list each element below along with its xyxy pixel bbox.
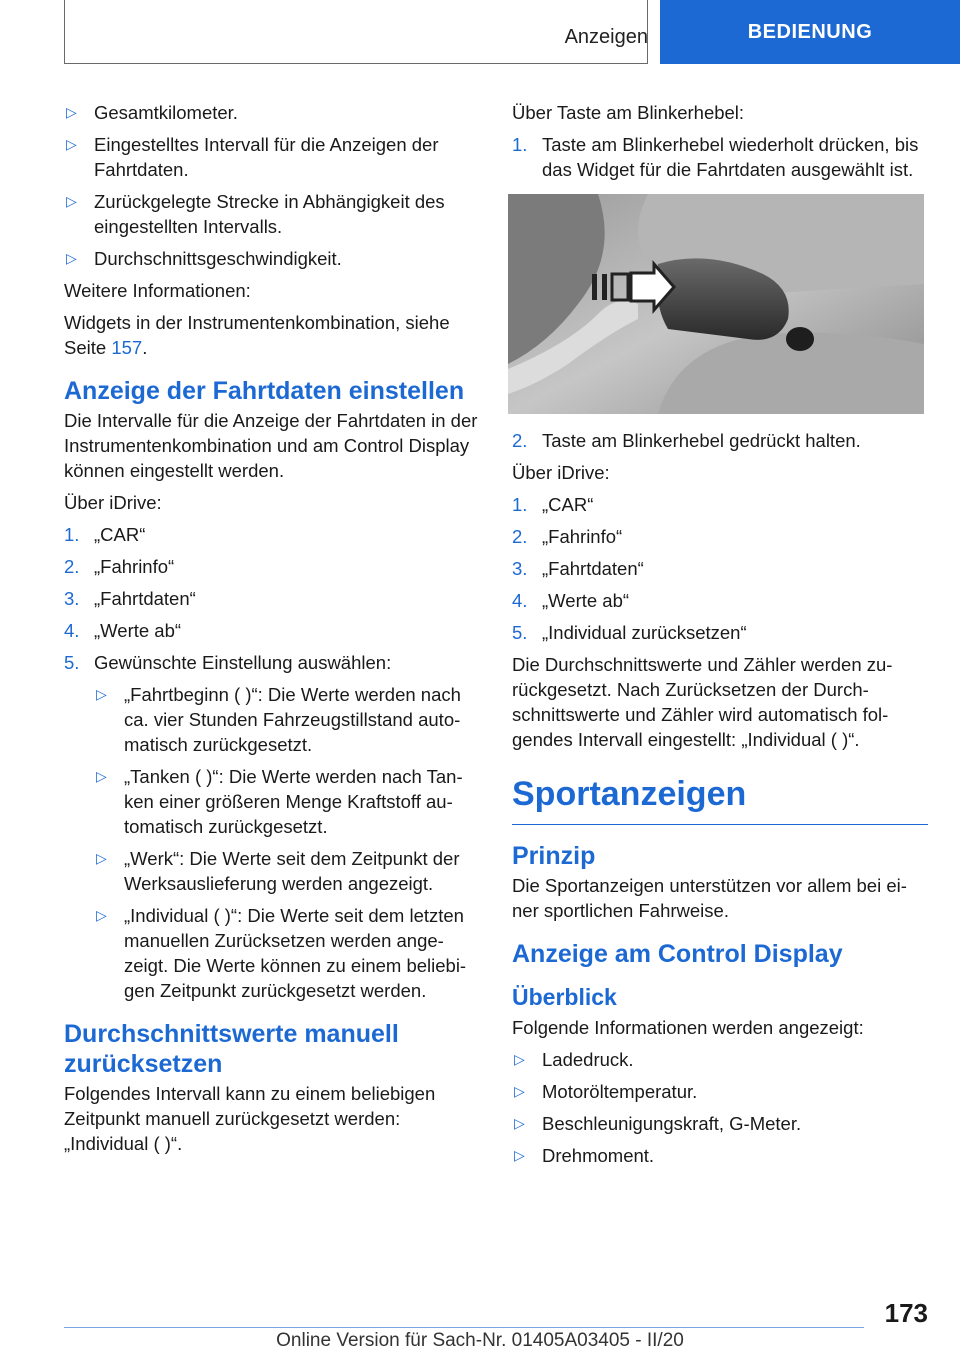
prinzip-paragraph: Die Sportanzeigen unterstützen vor allem bei ei-ner sportlichen Fahrweise. — [512, 875, 907, 921]
heading-control-display: Anzeige am Control Display — [512, 940, 843, 968]
lever-label: Über Taste am Blinkerhebel: — [512, 102, 745, 123]
step-item: 4. „Werte ab“ — [64, 620, 182, 641]
heading-reset: Durchschnittswerte manuell zurücksetzen — [64, 1020, 399, 1078]
triangle-bullet-icon: ▷ — [514, 1147, 525, 1163]
triangle-bullet-icon: ▷ — [66, 250, 77, 266]
step-item: 3. „Fahrtdaten“ — [64, 588, 196, 609]
list-item: ▷ Eingestelltes Intervall für die Anzeigen der Fahrtdaten. — [66, 134, 439, 180]
overview-paragraph: Folgende Informationen werden angezeigt: — [512, 1017, 864, 1038]
triangle-bullet-icon: ▷ — [514, 1083, 525, 1099]
heading-prinzip: Prinzip — [512, 842, 596, 870]
settings-paragraph: Die Intervalle für die Anzeige der Fahrtdaten in der Instrumentenkombination und am Control Display können eingestellt werden. — [64, 410, 478, 481]
page-number: 173 — [884, 1298, 928, 1328]
more-info-label: Weitere Informationen: — [64, 280, 251, 301]
list-item: ▷ Ladedruck. — [514, 1049, 634, 1070]
list-item: ▷ Motoröltemperatur. — [514, 1081, 698, 1102]
triangle-bullet-icon: ▷ — [514, 1051, 525, 1067]
triangle-bullet-icon: ▷ — [96, 907, 107, 923]
idrive-label: Über iDrive: — [512, 462, 610, 483]
heading-overview: Überblick — [512, 984, 617, 1010]
step-item: 3. „Fahrtdaten“ — [512, 558, 644, 579]
list-item: ▷ Durchschnittsgeschwindigkeit. — [66, 248, 342, 269]
sub-list-item: ▷ „Werk“: Die Werte seit dem Zeitpunkt der Werksauslieferung werden angezeigt. — [96, 848, 460, 894]
idrive-label: Über iDrive: — [64, 492, 162, 513]
triangle-bullet-icon: ▷ — [96, 768, 107, 784]
triangle-bullet-icon: ▷ — [96, 850, 107, 866]
triangle-bullet-icon: ▷ — [514, 1115, 525, 1131]
step-item: 1. Taste am Blinkerhebel wiederholt drücken, bis das Widget für die Fahrtdaten ausgewählt ist. — [512, 134, 919, 180]
step-item: 2. „Fahrinfo“ — [64, 556, 175, 577]
turn-signal-lever-photo — [508, 194, 924, 414]
header-chapter-tab: BEDIENUNG — [660, 0, 960, 64]
footer-divider — [64, 1327, 864, 1328]
step-item: 4. „Werte ab“ — [512, 590, 630, 611]
triangle-bullet-icon: ▷ — [66, 136, 77, 152]
heading-sportanzeigen: Sportanzeigen — [512, 774, 928, 825]
sub-list-item: ▷ „Fahrtbeginn ( )“: Die Werte werden nach ca. vier Stunden Fahrzeugstillstand auto-matisch zurückgesetzt. — [96, 684, 461, 755]
reset-paragraph: Folgendes Intervall kann zu einem beliebigen Zeitpunkt manuell zurückgesetzt werden: „Individual ( )“. — [64, 1083, 436, 1154]
step-item: 1. „CAR“ — [64, 524, 146, 545]
step-item: 5. Gewünschte Einstellung auswählen: — [64, 652, 392, 673]
step-item: 2. Taste am Blinkerhebel gedrückt halten. — [512, 430, 861, 451]
step-item: 1. „CAR“ — [512, 494, 594, 515]
header-frame — [64, 0, 648, 64]
triangle-bullet-icon: ▷ — [66, 104, 77, 120]
left-column — [64, 100, 480, 1163]
step-item: 2. „Fahrinfo“ — [512, 526, 623, 547]
widgets-reference: Widgets in der Instrumentenkombination, siehe Seite 157. — [64, 312, 450, 358]
page-link[interactable]: 157 — [111, 337, 143, 358]
sub-list-item: ▷ „Individual ( )“: Die Werte seit dem letzten manuellen Zurücksetzen werden ange-zeigt. Die Werte können zu einem beliebi-gen Zeitpunkt zurückgesetzt werden. — [96, 905, 467, 1001]
step-item: 5. „Individual zurücksetzen“ — [512, 622, 747, 643]
triangle-bullet-icon: ▷ — [66, 193, 77, 209]
sub-list-item: ▷ „Tanken ( )“: Die Werte werden nach Tan-ken einer größeren Menge Kraftstoff au-tomatisch zurückgesetzt. — [96, 766, 463, 837]
list-item: ▷ Gesamtkilometer. — [66, 102, 238, 123]
list-item: ▷ Beschleunigungskraft, G-Meter. — [514, 1113, 802, 1134]
right-column — [512, 100, 928, 1175]
list-item: ▷ Zurückgelegte Strecke in Abhängigkeit des eingestellten Intervalls. — [66, 191, 445, 237]
footer-text: Online Version für Sach-Nr. 01405A03405 - II/20 — [276, 1330, 684, 1351]
list-item: ▷ Drehmoment. — [514, 1145, 655, 1166]
heading-settings: Anzeige der Fahrtdaten einstellen — [64, 377, 465, 405]
header-section-title: Anzeigen — [564, 26, 648, 48]
reset-info-paragraph: Die Durchschnittswerte und Zähler werden zu-rückgesetzt. Nach Zurücksetzen der Durch-schnittswerte und Zähler wird automatisch fol-gendes Intervall eingestellt: „Individual ( )“. — [512, 654, 893, 750]
triangle-bullet-icon: ▷ — [96, 686, 107, 702]
